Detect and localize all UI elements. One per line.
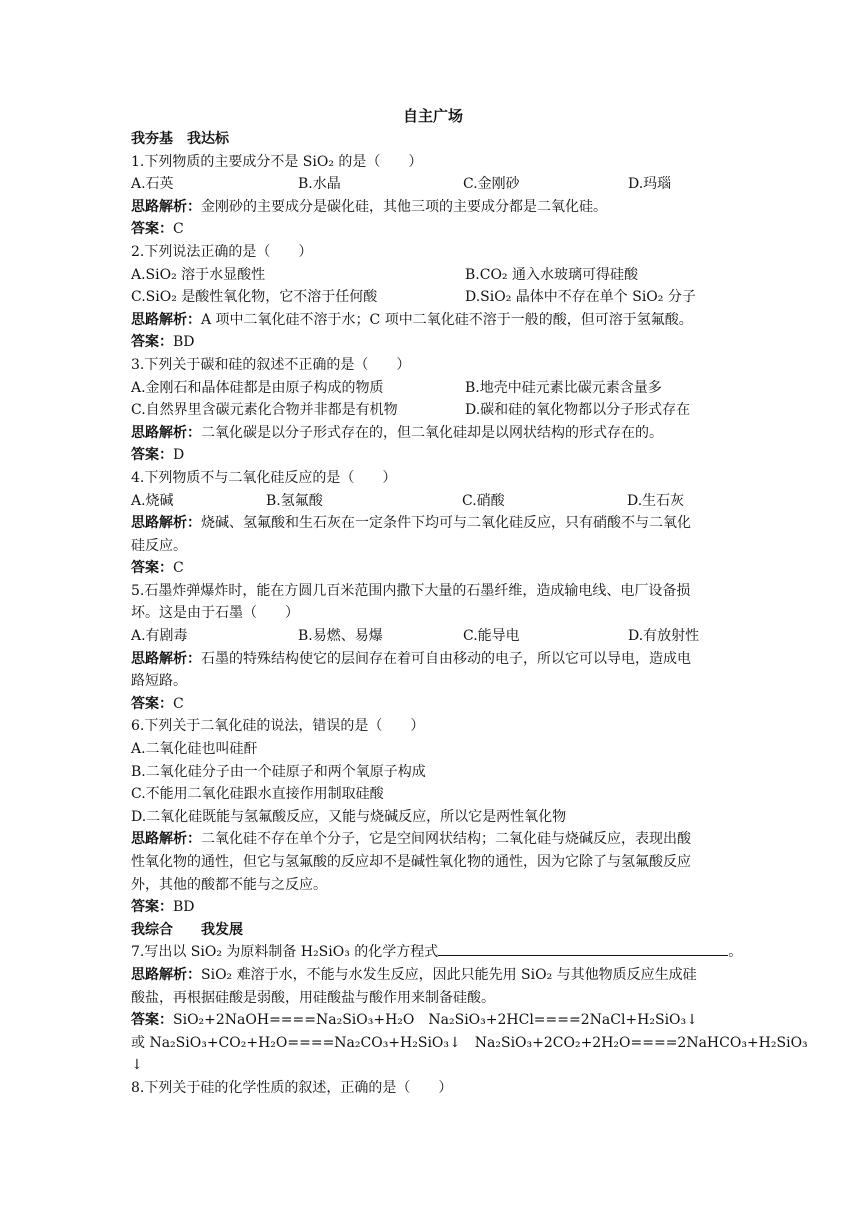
- q1-options: [131, 173, 735, 196]
- q1-stem: 1.下列物质的主要成分不是 SiO₂ 的是（ ）: [131, 153, 423, 170]
- q4-answer: [131, 557, 735, 580]
- q1-option-c: C.金刚砂: [463, 176, 520, 193]
- q4-stem: 4.下列物质不与二氧化硅反应的是（ ）: [131, 469, 397, 486]
- q5-option-d: D.有放射性: [628, 628, 700, 645]
- q4-options: [131, 490, 735, 513]
- q2-option-c: C.SiO₂ 是酸性氧化物，它不溶于任何酸: [131, 289, 378, 306]
- q1-analysis: [131, 196, 735, 219]
- q7-equation-4: Na₂SiO₃+2CO₂+2H₂O====2NaHCO₃+H₂SiO₃: [474, 1034, 808, 1051]
- q5-option-b: B.易燃、易爆: [298, 628, 383, 645]
- section-heading-advanced: 我综合 我发展: [131, 921, 243, 938]
- q5-options: [131, 625, 735, 648]
- q3-option-a: A.金刚石和晶体硅都是由原子构成的物质: [131, 379, 384, 396]
- q3-option-d: D.碳和硅的氧化物都以分子形式存在: [465, 402, 691, 419]
- q2-options-row2: [131, 286, 735, 309]
- document-page: [131, 104, 808, 1100]
- q5-analysis: [131, 648, 735, 671]
- answer-label: 答案：: [131, 1012, 173, 1029]
- section-heading-basic: 我夯基 我达标: [131, 131, 229, 147]
- q3-answer: [131, 444, 735, 467]
- q1-answer-text: C: [173, 221, 184, 238]
- q5-answer: [131, 693, 735, 716]
- analysis-label: 思路解析：: [131, 515, 201, 532]
- q2-option-a: A.SiO₂ 溶于水显酸性: [131, 266, 266, 283]
- q4-option-d: D.生石灰: [627, 492, 685, 509]
- q4-analysis-text-1: 烧碱、氢氟酸和生石灰在一定条件下均可与二氧化硅反应，只有硝酸不与二氧化: [201, 515, 691, 532]
- q4-option-a: A.烧碱: [131, 492, 174, 509]
- q7-equation-2: Na₂SiO₃+2HCl====2NaCl+H₂SiO₃↓: [428, 1012, 698, 1029]
- q4-option-c: C.硝酸: [462, 492, 505, 509]
- analysis-label: 思路解析：: [131, 424, 201, 441]
- q3-option-c: C.自然界里含碳元素化合物并非都是有机物: [131, 402, 398, 419]
- q4-analysis-cont: 硅反应。: [131, 537, 187, 554]
- q2-option-d: D.SiO₂ 晶体中不存在单个 SiO₂ 分子: [465, 289, 696, 306]
- q5-stem-cont: 坏。这是由于石墨（ ）: [131, 605, 299, 622]
- q6-option-a: A.二氧化硅也叫硅酐: [131, 741, 258, 758]
- q2-analysis-text: A 项中二氧化硅不溶于水；C 项中二氧化硅不溶于一般的酸，但可溶于氢氟酸。: [201, 311, 693, 328]
- q5-analysis-cont: 路短路。: [131, 673, 187, 690]
- q3-options-row1: [131, 377, 735, 400]
- q6-analysis-cont-1: 性氧化物的通性，但它与氢氟酸的反应却不是碱性氧化物的通性，因为它除了与氢氟酸反应: [131, 854, 691, 870]
- answer-label: 答案：: [131, 447, 173, 464]
- answer-label: 答案：: [131, 221, 173, 238]
- q3-analysis-text: 二氧化碳是以分子形式存在的，但二氧化硅却是以网状结构的形式存在的。: [201, 424, 663, 441]
- q7-stem-text: 7.写出以 SiO₂ 为原料制备 H₂SiO₃ 的化学方程式: [131, 944, 439, 961]
- q2-answer: [131, 331, 735, 354]
- q3-analysis: [131, 422, 735, 445]
- q4-answer-text: C: [173, 560, 184, 577]
- q7-analysis-cont: 酸盐，再根据硅酸是弱酸，用硅酸盐与酸作用来制备硅酸。: [131, 989, 495, 1006]
- q7-equation-3: 或 Na₂SiO₃+CO₂+H₂O====Na₂CO₃+H₂SiO₃↓: [131, 1034, 461, 1051]
- q3-stem: 3.下列关于碳和硅的叙述不正确的是（ ）: [131, 356, 411, 373]
- analysis-label: 思路解析：: [131, 650, 201, 667]
- answer-label: 答案：: [131, 899, 173, 916]
- q7-equation-1: SiO₂+2NaOH====Na₂SiO₃+H₂O: [173, 1012, 415, 1029]
- q1-answer: [131, 218, 735, 241]
- q3-answer-text: D: [173, 447, 185, 464]
- q1-option-d: D.玛瑙: [628, 176, 672, 193]
- q3-option-b: B.地壳中硅元素比碳元素含量多: [465, 379, 662, 396]
- answer-label: 答案：: [131, 560, 173, 577]
- q7-answer: [131, 1009, 735, 1032]
- q7-answer-cont: [131, 1032, 808, 1055]
- q6-analysis-text-1: 二氧化硅不存在单个分子，它是空间网状结构；二氧化硅与烧碱反应，表现出酸: [201, 831, 691, 848]
- q2-option-b: B.CO₂ 通入水玻璃可得硅酸: [465, 266, 638, 283]
- q7-answer-blank: [438, 941, 728, 956]
- q5-stem: 5.石墨炸弹爆炸时，能在方圆几百米范围内撒下大量的石墨纤维，造成输电线、电厂设备损: [131, 582, 691, 599]
- answer-label: 答案：: [131, 334, 173, 351]
- q5-analysis-text-1: 石墨的特殊结构使它的层间存在着可自由移动的电子，所以它可以导电，造成电: [201, 650, 691, 667]
- answer-label: 答案：: [131, 695, 173, 712]
- q2-analysis: [131, 309, 735, 332]
- q7-stem: [131, 941, 743, 964]
- q3-options-row2: [131, 399, 735, 422]
- q4-option-b: B.氢氟酸: [266, 492, 323, 509]
- q6-answer: [131, 896, 735, 919]
- q7-analysis: [131, 964, 735, 987]
- q4-analysis: [131, 512, 735, 535]
- q5-option-c: C.能导电: [463, 628, 520, 645]
- q5-answer-text: C: [173, 695, 184, 712]
- q6-option-d: D.二氧化硅既能与氢氟酸反应，又能与烧碱反应，所以它是两性氧化物: [131, 808, 567, 825]
- q5-option-a: A.有剧毒: [131, 628, 188, 645]
- q7-stem-end: 。: [728, 944, 743, 961]
- q6-analysis-cont-2: 外，其他的酸都不能与之反应。: [131, 876, 327, 893]
- q1-option-b: B.水晶: [298, 176, 341, 193]
- q7-answer-tail: ↓: [131, 1057, 143, 1074]
- q2-options-row1: [131, 264, 735, 287]
- analysis-label: 思路解析：: [131, 966, 201, 983]
- q1-option-a: A.石英: [131, 176, 174, 193]
- q6-analysis: [131, 828, 735, 851]
- page-title: 自主广场: [402, 107, 463, 125]
- q6-option-b: B.二氧化硅分子由一个硅原子和两个氧原子构成: [131, 763, 426, 780]
- q6-option-c: C.不能用二氧化硅跟水直接作用制取硅酸: [131, 786, 384, 803]
- analysis-label: 思路解析：: [131, 311, 201, 328]
- q6-answer-text: BD: [173, 899, 195, 916]
- analysis-label: 思路解析：: [131, 831, 201, 848]
- q2-answer-text: BD: [173, 334, 195, 351]
- q8-stem: 8.下列关于硅的化学性质的叙述，正确的是（ ）: [131, 1079, 453, 1096]
- analysis-label: 思路解析：: [131, 198, 201, 215]
- q1-analysis-text: 金刚砂的主要成分是碳化硅，其他三项的主要成分都是二氧化硅。: [201, 198, 607, 215]
- q2-stem: 2.下列说法正确的是（ ）: [131, 243, 313, 260]
- q6-stem: 6.下列关于二氧化硅的说法，错误的是（ ）: [131, 718, 425, 735]
- q7-analysis-text-1: SiO₂ 难溶于水，不能与水发生反应，因此只能先用 SiO₂ 与其他物质反应生成硅: [201, 966, 697, 983]
